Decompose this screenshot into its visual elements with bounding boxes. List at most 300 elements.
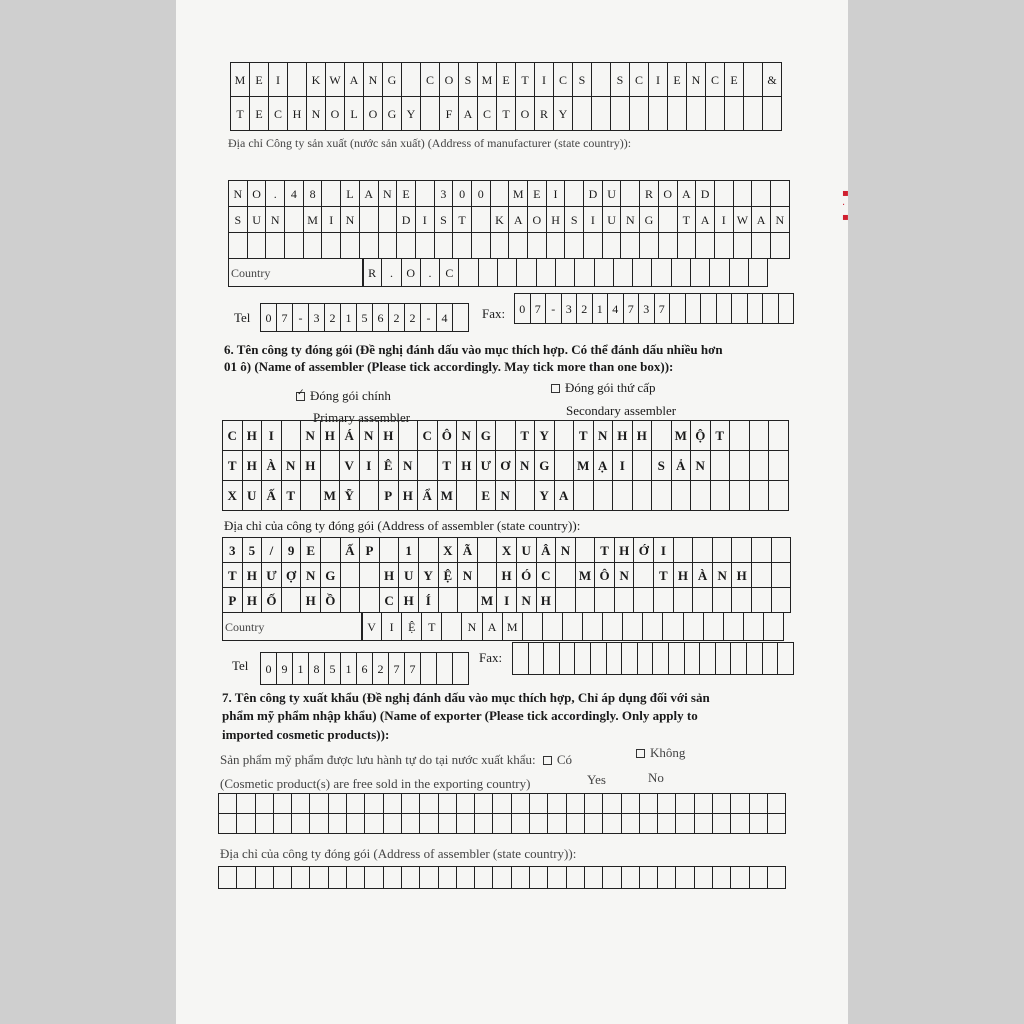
grid-cell[interactable]: Y	[418, 562, 438, 587]
grid-cell[interactable]	[555, 587, 575, 612]
grid-cell[interactable]	[731, 587, 751, 612]
grid-cell[interactable]: À	[261, 450, 281, 480]
grid-cell[interactable]	[555, 258, 574, 286]
grid-cell[interactable]: Ã	[457, 537, 477, 562]
grid-cell[interactable]	[573, 480, 593, 510]
grid-cell[interactable]	[778, 293, 794, 323]
grid-cell[interactable]: N	[398, 450, 418, 480]
grid-cell[interactable]	[457, 587, 477, 612]
grid-cell[interactable]: Ó	[516, 562, 536, 587]
grid-cell[interactable]: Ồ	[320, 587, 340, 612]
grid-cell[interactable]: N	[457, 562, 477, 587]
grid-cell[interactable]: O	[527, 206, 546, 232]
grid-cell[interactable]: E	[300, 537, 320, 562]
grid-cell[interactable]: Ớ	[633, 537, 653, 562]
grid-cell[interactable]	[602, 232, 621, 258]
grid-cell[interactable]	[320, 537, 340, 562]
grid-cell[interactable]	[749, 480, 769, 510]
secondary-assembler-option[interactable]	[551, 380, 655, 396]
grid-cell[interactable]: H	[242, 450, 262, 480]
grid-cell[interactable]	[364, 866, 382, 888]
grid-cell[interactable]: Ấ	[340, 537, 360, 562]
grid-cell[interactable]	[328, 866, 346, 888]
grid-cell[interactable]	[474, 793, 492, 813]
grid-cell[interactable]	[255, 793, 273, 813]
grid-cell[interactable]: U	[242, 480, 262, 510]
manufacturer-country-row[interactable]	[228, 258, 364, 287]
grid-cell[interactable]	[415, 180, 434, 206]
grid-cell[interactable]: 0	[471, 180, 490, 206]
grid-cell[interactable]	[515, 480, 535, 510]
grid-cell[interactable]: X	[496, 537, 516, 562]
grid-cell[interactable]	[420, 652, 436, 684]
grid-cell[interactable]: T	[421, 612, 441, 640]
grid-cell[interactable]: E	[249, 62, 268, 96]
grid-cell[interactable]: Â	[536, 537, 556, 562]
grid-cell[interactable]	[651, 480, 671, 510]
grid-cell[interactable]: 0	[260, 652, 276, 684]
grid-cell[interactable]: T	[281, 480, 301, 510]
grid-cell[interactable]	[456, 813, 474, 833]
grid-cell[interactable]	[606, 642, 622, 674]
grid-cell[interactable]	[359, 587, 379, 612]
grid-cell[interactable]: O	[363, 96, 382, 130]
grid-cell[interactable]	[273, 793, 291, 813]
grid-cell[interactable]: I	[321, 206, 340, 232]
exporter-name-grid[interactable]	[218, 793, 786, 834]
grid-cell[interactable]	[340, 232, 359, 258]
grid-cell[interactable]: P	[378, 480, 398, 510]
grid-cell[interactable]: I	[546, 180, 565, 206]
grid-cell[interactable]	[747, 293, 763, 323]
grid-cell[interactable]	[438, 793, 456, 813]
grid-cell[interactable]	[474, 866, 492, 888]
grid-cell[interactable]	[694, 866, 712, 888]
grid-cell[interactable]: M	[575, 562, 595, 587]
grid-cell[interactable]: 4	[436, 303, 452, 331]
grid-cell[interactable]	[729, 258, 748, 286]
grid-cell[interactable]	[401, 793, 419, 813]
grid-cell[interactable]: N	[300, 562, 320, 587]
grid-cell[interactable]	[767, 813, 785, 833]
secondary-assembler-checkbox[interactable]	[551, 384, 560, 393]
grid-cell[interactable]: T	[515, 62, 534, 96]
grid-cell[interactable]: A	[677, 180, 696, 206]
grid-cell[interactable]: G	[534, 450, 554, 480]
grid-cell[interactable]	[632, 450, 652, 480]
grid-cell[interactable]: U	[602, 180, 621, 206]
grid-cell[interactable]	[584, 793, 602, 813]
grid-cell[interactable]: -	[545, 293, 561, 323]
grid-cell[interactable]	[247, 232, 266, 258]
grid-cell[interactable]	[383, 813, 401, 833]
grid-cell[interactable]	[547, 866, 565, 888]
grid-cell[interactable]: Í	[418, 587, 438, 612]
grid-cell[interactable]	[591, 96, 610, 130]
grid-cell[interactable]	[492, 813, 510, 833]
grid-cell[interactable]	[328, 813, 346, 833]
grid-cell[interactable]	[730, 866, 748, 888]
grid-cell[interactable]	[492, 793, 510, 813]
grid-cell[interactable]	[777, 642, 793, 674]
grid-cell[interactable]	[751, 587, 771, 612]
grid-cell[interactable]: M	[477, 587, 497, 612]
grid-cell[interactable]: T	[222, 450, 242, 480]
grid-cell[interactable]	[658, 206, 677, 232]
grid-cell[interactable]	[703, 612, 723, 640]
grid-cell[interactable]: N	[770, 206, 789, 232]
grid-cell[interactable]	[724, 96, 743, 130]
grid-cell[interactable]	[684, 642, 700, 674]
grid-cell[interactable]: Ợ	[281, 562, 301, 587]
grid-cell[interactable]	[677, 232, 696, 258]
grid-cell[interactable]	[591, 62, 610, 96]
grid-cell[interactable]: M	[573, 450, 593, 480]
grid-cell[interactable]	[658, 232, 677, 258]
grid-cell[interactable]	[379, 537, 399, 562]
grid-cell[interactable]: X	[438, 537, 458, 562]
grid-cell[interactable]: 0	[514, 293, 530, 323]
grid-cell[interactable]	[690, 258, 709, 286]
grid-cell[interactable]	[751, 232, 770, 258]
grid-cell[interactable]	[321, 180, 340, 206]
grid-cell[interactable]: A	[751, 206, 770, 232]
grid-cell[interactable]	[749, 866, 767, 888]
grid-cell[interactable]: 3	[638, 293, 654, 323]
grid-cell[interactable]: H	[612, 420, 632, 450]
grid-cell[interactable]	[359, 206, 378, 232]
grid-cell[interactable]	[273, 813, 291, 833]
grid-cell[interactable]: Y	[534, 480, 554, 510]
grid-cell[interactable]: O	[325, 96, 344, 130]
grid-cell[interactable]: H	[673, 562, 693, 587]
grid-cell[interactable]	[436, 652, 452, 684]
grid-cell[interactable]	[730, 642, 746, 674]
grid-cell[interactable]: À	[692, 562, 712, 587]
grid-cell[interactable]: A	[508, 206, 527, 232]
grid-cell[interactable]: T	[653, 562, 673, 587]
grid-cell[interactable]	[733, 180, 752, 206]
grid-cell[interactable]: 6	[372, 303, 388, 331]
grid-cell[interactable]	[710, 450, 730, 480]
grid-cell[interactable]: Ạ	[593, 450, 613, 480]
grid-cell[interactable]: H	[614, 537, 634, 562]
grid-cell[interactable]: T	[230, 96, 249, 130]
grid-cell[interactable]: T	[452, 206, 471, 232]
grid-cell[interactable]: 6	[356, 652, 372, 684]
grid-cell[interactable]	[527, 232, 546, 258]
grid-cell[interactable]: H	[456, 450, 476, 480]
grid-cell[interactable]	[452, 652, 468, 684]
grid-cell[interactable]: S	[610, 62, 629, 96]
grid-cell[interactable]: N	[620, 206, 639, 232]
grid-cell[interactable]: T	[677, 206, 696, 232]
grid-cell[interactable]: S	[564, 206, 583, 232]
grid-cell[interactable]: V	[339, 450, 359, 480]
grid-cell[interactable]	[743, 612, 763, 640]
grid-cell[interactable]	[287, 62, 306, 96]
grid-cell[interactable]	[651, 420, 671, 450]
grid-cell[interactable]	[639, 813, 657, 833]
grid-cell[interactable]: M	[437, 480, 457, 510]
grid-cell[interactable]: A	[695, 206, 714, 232]
grid-cell[interactable]	[620, 180, 639, 206]
grid-cell[interactable]	[683, 612, 703, 640]
grid-cell[interactable]	[273, 866, 291, 888]
grid-cell[interactable]	[218, 793, 236, 813]
grid-cell[interactable]	[714, 180, 733, 206]
grid-cell[interactable]: -	[292, 303, 308, 331]
grid-cell[interactable]: 2	[324, 303, 340, 331]
grid-cell[interactable]: K	[306, 62, 325, 96]
grid-cell[interactable]	[359, 232, 378, 258]
grid-cell[interactable]	[602, 612, 622, 640]
grid-cell[interactable]	[733, 232, 752, 258]
grid-cell[interactable]: H	[398, 587, 418, 612]
grid-cell[interactable]	[612, 480, 632, 510]
grid-cell[interactable]	[346, 793, 364, 813]
grid-cell[interactable]	[321, 232, 340, 258]
grid-cell[interactable]: Ư	[261, 562, 281, 587]
grid-cell[interactable]: Y	[534, 420, 554, 450]
grid-cell[interactable]	[419, 793, 437, 813]
assembler-name-grid[interactable]	[222, 420, 789, 511]
grid-cell[interactable]: T	[594, 537, 614, 562]
grid-cell[interactable]	[621, 866, 639, 888]
grid-cell[interactable]	[415, 232, 434, 258]
grid-cell[interactable]	[768, 420, 788, 450]
grid-cell[interactable]: 1	[398, 537, 418, 562]
grid-cell[interactable]: N	[516, 587, 536, 612]
grid-cell[interactable]	[675, 866, 693, 888]
grid-cell[interactable]	[383, 866, 401, 888]
grid-cell[interactable]	[497, 258, 516, 286]
grid-cell[interactable]	[508, 232, 527, 258]
grid-cell[interactable]: I	[612, 450, 632, 480]
grid-cell[interactable]: .	[420, 258, 439, 286]
grid-cell[interactable]	[673, 537, 693, 562]
grid-cell[interactable]: E	[724, 62, 743, 96]
grid-cell[interactable]	[749, 793, 767, 813]
grid-cell[interactable]	[398, 420, 418, 450]
grid-cell[interactable]: 3	[561, 293, 577, 323]
grid-cell[interactable]	[364, 793, 382, 813]
grid-cell[interactable]	[731, 537, 751, 562]
assembler-country-row[interactable]	[222, 612, 363, 641]
grid-cell[interactable]: C	[439, 258, 458, 286]
grid-cell[interactable]	[458, 258, 477, 286]
grid-cell[interactable]: N	[461, 612, 481, 640]
grid-cell[interactable]	[378, 232, 397, 258]
grid-cell[interactable]: Ẩ	[417, 480, 437, 510]
grid-cell[interactable]: Y	[553, 96, 572, 130]
grid-cell[interactable]	[651, 258, 670, 286]
grid-cell[interactable]: 2	[388, 303, 404, 331]
grid-cell[interactable]	[668, 642, 684, 674]
grid-cell[interactable]: I	[261, 420, 281, 450]
grid-cell[interactable]	[614, 587, 634, 612]
grid-cell[interactable]	[495, 420, 515, 450]
grid-cell[interactable]: I	[496, 587, 516, 612]
grid-cell[interactable]	[574, 258, 593, 286]
grid-cell[interactable]: -	[420, 303, 436, 331]
grid-cell[interactable]	[477, 537, 497, 562]
grid-cell[interactable]: N	[495, 480, 515, 510]
grid-cell[interactable]	[566, 866, 584, 888]
grid-cell[interactable]: 1	[340, 652, 356, 684]
grid-cell[interactable]: 1	[592, 293, 608, 323]
grid-cell[interactable]: I	[359, 450, 379, 480]
grid-cell[interactable]	[712, 587, 732, 612]
grid-cell[interactable]: C	[705, 62, 724, 96]
grid-cell[interactable]	[751, 537, 771, 562]
grid-cell[interactable]	[621, 793, 639, 813]
grid-cell[interactable]: 1	[292, 652, 308, 684]
grid-cell[interactable]	[584, 813, 602, 833]
grid-cell[interactable]: 7	[623, 293, 639, 323]
grid-cell[interactable]: G	[476, 420, 496, 450]
grid-cell[interactable]: N	[340, 206, 359, 232]
grid-cell[interactable]: N	[456, 420, 476, 450]
grid-cell[interactable]: S	[228, 206, 247, 232]
grid-cell[interactable]: E	[527, 180, 546, 206]
grid-cell[interactable]	[511, 813, 529, 833]
grid-cell[interactable]	[621, 813, 639, 833]
grid-cell[interactable]	[555, 562, 575, 587]
grid-cell[interactable]: 5	[356, 303, 372, 331]
grid-cell[interactable]: N	[306, 96, 325, 130]
grid-cell[interactable]	[694, 793, 712, 813]
grid-cell[interactable]: N	[593, 420, 613, 450]
grid-cell[interactable]	[529, 813, 547, 833]
grid-cell[interactable]: 3	[308, 303, 324, 331]
grid-cell[interactable]	[768, 480, 788, 510]
grid-cell[interactable]: Ả	[671, 450, 691, 480]
grid-cell[interactable]	[236, 793, 254, 813]
grid-cell[interactable]	[340, 587, 360, 612]
grid-cell[interactable]: T	[710, 420, 730, 450]
grid-cell[interactable]	[673, 587, 693, 612]
grid-cell[interactable]	[284, 206, 303, 232]
grid-cell[interactable]	[762, 293, 778, 323]
grid-cell[interactable]: N	[265, 206, 284, 232]
grid-cell[interactable]: C	[477, 96, 496, 130]
grid-cell[interactable]	[528, 642, 544, 674]
exporter-address-grid[interactable]	[218, 866, 786, 889]
grid-cell[interactable]: N	[359, 420, 379, 450]
grid-cell[interactable]	[218, 813, 236, 833]
grid-cell[interactable]	[546, 232, 565, 258]
grid-cell[interactable]	[590, 642, 606, 674]
grid-cell[interactable]: H	[320, 420, 340, 450]
grid-cell[interactable]	[621, 642, 637, 674]
grid-cell[interactable]: C	[379, 587, 399, 612]
grid-cell[interactable]: C	[629, 62, 648, 96]
no-checkbox[interactable]	[636, 749, 645, 758]
grid-cell[interactable]: 4	[607, 293, 623, 323]
grid-cell[interactable]: L	[340, 180, 359, 206]
grid-cell[interactable]: O	[515, 96, 534, 130]
grid-cell[interactable]	[575, 587, 595, 612]
grid-cell[interactable]	[743, 96, 762, 130]
grid-cell[interactable]: O	[247, 180, 266, 206]
grid-cell[interactable]: U	[247, 206, 266, 232]
grid-cell[interactable]: C	[417, 420, 437, 450]
grid-cell[interactable]	[438, 813, 456, 833]
grid-cell[interactable]	[730, 813, 748, 833]
grid-cell[interactable]: I	[534, 62, 553, 96]
grid-cell[interactable]	[291, 793, 309, 813]
grid-cell[interactable]: R	[639, 180, 658, 206]
grid-cell[interactable]: N	[281, 450, 301, 480]
grid-cell[interactable]: 3	[222, 537, 242, 562]
grid-cell[interactable]	[547, 813, 565, 833]
grid-cell[interactable]: 0	[452, 180, 471, 206]
yes-checkbox[interactable]	[543, 756, 552, 765]
grid-cell[interactable]	[715, 642, 731, 674]
grid-cell[interactable]	[284, 232, 303, 258]
grid-cell[interactable]	[383, 793, 401, 813]
grid-cell[interactable]	[751, 180, 770, 206]
grid-cell[interactable]	[657, 813, 675, 833]
grid-cell[interactable]: N	[363, 62, 382, 96]
manufacturer-country-grid[interactable]	[362, 258, 768, 287]
grid-cell[interactable]	[554, 420, 574, 450]
grid-cell[interactable]	[516, 258, 535, 286]
grid-cell[interactable]: C	[222, 420, 242, 450]
grid-cell[interactable]: T	[496, 96, 515, 130]
grid-cell[interactable]	[490, 180, 509, 206]
grid-cell[interactable]	[420, 96, 439, 130]
grid-cell[interactable]: D	[583, 180, 602, 206]
grid-cell[interactable]	[419, 866, 437, 888]
assembler-address-grid[interactable]	[222, 537, 791, 613]
grid-cell[interactable]	[771, 537, 791, 562]
grid-cell[interactable]: E	[249, 96, 268, 130]
grid-cell[interactable]	[632, 258, 651, 286]
grid-cell[interactable]	[419, 813, 437, 833]
grid-cell[interactable]	[622, 612, 642, 640]
grid-cell[interactable]: N	[515, 450, 535, 480]
primary-assembler-checkbox[interactable]	[296, 392, 305, 401]
grid-cell[interactable]: 2	[404, 303, 420, 331]
grid-cell[interactable]: /	[261, 537, 281, 562]
grid-cell[interactable]: Ê	[378, 450, 398, 480]
grid-cell[interactable]: E	[667, 62, 686, 96]
grid-cell[interactable]	[582, 612, 602, 640]
grid-cell[interactable]	[281, 420, 301, 450]
grid-cell[interactable]: D	[396, 206, 415, 232]
grid-cell[interactable]: S	[651, 450, 671, 480]
grid-cell[interactable]	[712, 537, 732, 562]
grid-cell[interactable]	[648, 96, 667, 130]
grid-cell[interactable]: E	[496, 62, 515, 96]
grid-cell[interactable]: L	[344, 96, 363, 130]
grid-cell[interactable]: R	[534, 96, 553, 130]
grid-cell[interactable]	[667, 96, 686, 130]
grid-cell[interactable]: I	[583, 206, 602, 232]
grid-cell[interactable]	[652, 642, 668, 674]
grid-cell[interactable]: G	[382, 96, 401, 130]
grid-cell[interactable]	[710, 480, 730, 510]
grid-cell[interactable]: Ơ	[495, 450, 515, 480]
grid-cell[interactable]	[729, 450, 749, 480]
manufacturer-tel-grid[interactable]	[260, 303, 469, 332]
grid-cell[interactable]: 1	[340, 303, 356, 331]
grid-cell[interactable]	[566, 793, 584, 813]
grid-cell[interactable]	[642, 612, 662, 640]
grid-cell[interactable]: H	[300, 587, 320, 612]
